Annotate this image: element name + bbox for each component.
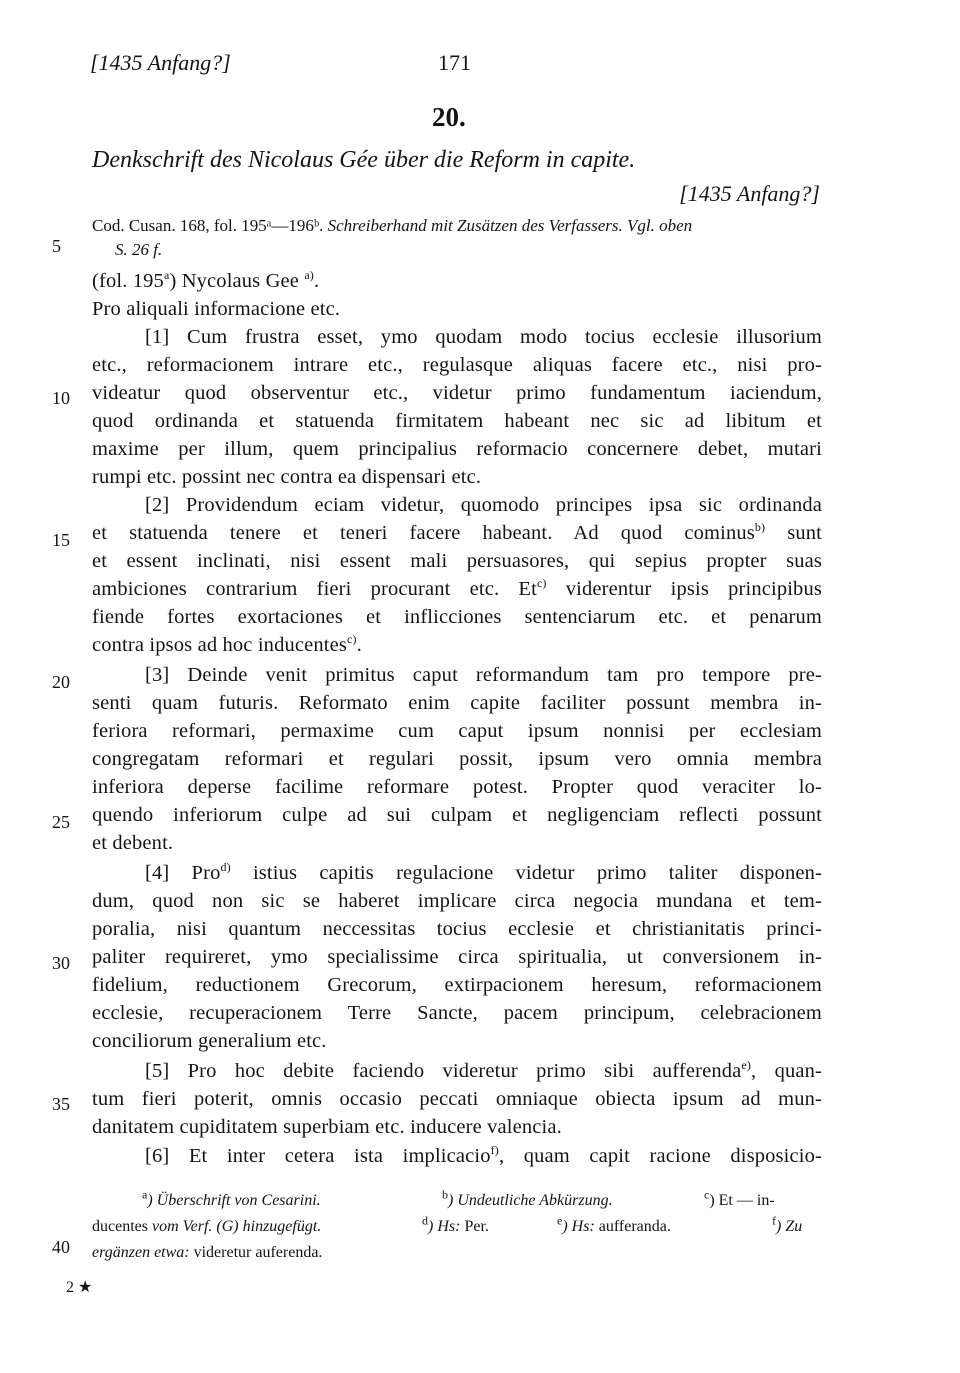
text-line: videatur quod observentur etc., videtur primo fundamentum iaciendum, xyxy=(92,382,822,404)
text-line: paliter requireret, ymo specialissime circa spiritualia, ut conversionem in- xyxy=(92,946,822,968)
text-line: conciliorum generalium etc. xyxy=(92,1030,327,1052)
text-line: senti quam futuris. Reformato enim capite faciliter possunt membra in- xyxy=(92,692,822,714)
text-line: ambiciones contrarium fieri procurant etc. Et$^{c)}$ viderentur ipsis principibus xyxy=(92,576,822,600)
text-line: poralia, nisi quantum neccessitas tocius ecclesie et christianitatis princi- xyxy=(92,918,822,940)
running-header: [1435 Anfang?] xyxy=(90,50,231,75)
source-remark: Schreiberhand mit Zusätzen des Verfassers. Vgl. oben xyxy=(327,216,693,235)
line-number: 30 xyxy=(52,953,70,973)
text-line: ecclesie, recuperacionem Terre Sancte, pacem principum, celebracionem xyxy=(92,1002,822,1024)
line-number: 20 xyxy=(52,672,70,692)
text-line: [1] Cum frustra esset, ymo quodam modo tocius ecclesie illusorium xyxy=(145,326,822,348)
text-line: tum fieri poterit, omnis occasio peccati omniaque obiecta ipsum ad mun- xyxy=(92,1088,822,1110)
footnote-line: $^a$) Überschrift von Cesarini. $^b$) Undeutliche Abkürzung. $^c$) Et — in- xyxy=(142,1187,775,1209)
text-line: danitatem cupiditatem superbiam etc. inducere valencia. xyxy=(92,1116,562,1138)
text-line: et essent inclinati, nisi essent mali persuasores, qui sepius propter suas xyxy=(92,550,822,572)
text-line: [4] Pro$^{d)}$ istius capitis regulacione videtur primo taliter disponen- xyxy=(145,860,822,884)
footnote-line: ducentes vom Verf. (G) hinzugefügt. $^d$) Hs: Per. $^e$) Hs: aufferanda. $^f$) Zu xyxy=(92,1213,803,1235)
text-line: [3] Deinde venit primitus caput reformandum tam pro tempore pre- xyxy=(145,664,822,686)
text-line: [2] Providendum eciam videtur, quomodo principes ipsa sic ordinanda xyxy=(145,494,822,516)
document-number: 20. xyxy=(432,102,466,132)
text-line: fidelium, reductionem Grecorum, extirpacionem heresum, reformacionem xyxy=(92,974,822,996)
source-reference: S. 26 f. xyxy=(115,240,163,259)
text-line: quod ordinanda et statuenda firmitatem habeant nec sic ad libitum et xyxy=(92,410,822,432)
text-line: fiende fortes exortaciones et inflicciones sentenciarum etc. et penarum xyxy=(92,606,822,628)
text-line: [5] Pro hoc debite faciendo videretur primo sibi aufferenda$^{e)}$, quan- xyxy=(145,1058,822,1082)
text-line: congregatam reformari et regulari possit, ipsum vero omnia membra xyxy=(92,748,822,770)
page-number: 171 xyxy=(438,50,471,75)
text-line: feriora reformari, permaxime cum caput ipsum nonnisi per ecclesiam xyxy=(92,720,822,742)
text-line: etc., reformacionem intrare etc., regulasque aliquas facere etc., nisi pro- xyxy=(92,354,822,376)
document-title: Denkschrift des Nicolaus Gée über die Reform in capite. xyxy=(92,147,636,173)
line-number: 5 xyxy=(52,236,61,256)
document-date: [1435 Anfang?] xyxy=(679,181,820,206)
footnote-line: ergänzen etwa: videretur auferenda. xyxy=(92,1244,323,1261)
text-line: contra ipsos ad hoc inducentes$^{c)}$. xyxy=(92,632,362,656)
text-line: et statuenda tenere et teneri facere habeant. Ad quod cominus$^{b)}$ sunt xyxy=(92,520,822,544)
line-number: 25 xyxy=(52,812,70,832)
text-line: Pro aliquali informacione etc. xyxy=(92,298,341,320)
printer-signature: 2 ★ xyxy=(66,1279,93,1296)
text-line: quendo inferiorum culpe ad sui culpam et negligenciam reflecti possunt xyxy=(92,804,822,826)
text-line: dum, quod non sic se haberet implicare circa negocia mundana et tem- xyxy=(92,890,822,912)
source-citation: Cod. Cusan. 168, fol. 195ᵃ—196ᵇ. xyxy=(92,216,324,235)
line-number: 40 xyxy=(52,1237,70,1257)
line-number: 35 xyxy=(52,1094,70,1114)
text-line: [6] Et inter cetera ista implicacio$^{f)}$, quam capit racione disposicio- xyxy=(145,1143,822,1167)
text-line: inferiora deperse facilime reformare potest. Propter quod veraciter lo- xyxy=(92,776,822,798)
text-line: rumpi etc. possint nec contra ea dispensari etc. xyxy=(92,466,482,488)
text-line: maxime per illum, quem principalius reformacio concernere debet, mutari xyxy=(92,438,822,460)
source-note xyxy=(92,214,822,262)
text-line: et debent. xyxy=(92,832,174,854)
line-number: 10 xyxy=(52,388,70,408)
text-line: (fol. 195$^a$) Nycolaus Gee $^{a)}$. xyxy=(92,268,320,292)
line-number: 15 xyxy=(52,530,70,550)
